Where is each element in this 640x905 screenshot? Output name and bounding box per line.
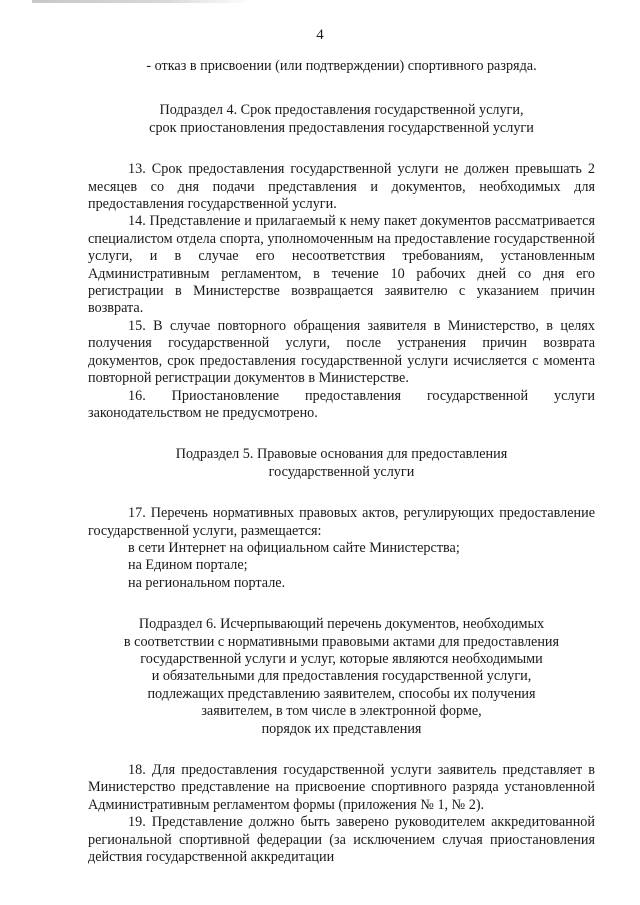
paragraph-19: 19. Представление должно быть заверено руководителем аккредитованной региональной спортивной федерации (за исключением случая приостановления действия государственной аккредитации	[88, 814, 595, 866]
subsection-4-title-line: срок приостановления предоставления государственной услуги	[149, 119, 534, 136]
list-item: на Едином портале;	[128, 557, 248, 574]
subsection-5-title	[88, 446, 595, 481]
paragraph-13: 13. Срок предоставления государственной услуги не должен превышать 2 месяцев со дня подачи представления и документов, необходимых для предоставления государственной услуги.	[88, 161, 595, 213]
subsection-5-title-line: Подраздел 5. Правовые основания для предоставления	[175, 446, 508, 463]
paragraph-16: 16. Приостановление предоставления государственной услуги законодательством не предусмотрено.	[88, 387, 595, 421]
subsection-4-title-line: Подраздел 4. Срок предоставления государственной услуги,	[159, 102, 524, 119]
page-number: 4	[316, 27, 324, 43]
list-item: в сети Интернет на официальном сайте Министерства;	[128, 539, 460, 556]
subsection-6-title-line: государственной услуги и услуг, которые являются необходимыми	[140, 650, 543, 667]
subsection-6-title-line: в соответствии с нормативными правовыми актами для предоставления	[123, 633, 560, 650]
scan-artifact-bar	[32, 0, 252, 3]
paragraph-14: 14. Представление и прилагаемый к нему пакет документов рассматривается специалистом отдела спорта, уполномоченным на предоставление государственной услуги, и в случае его несоответствия требованиям, установленным Административным регламентом, в течение 10 рабочих дней со дня его регистрации в Министерстве возвращается заявителю с указанием причин возврата.	[88, 213, 595, 317]
subsection-6-title-line: Подраздел 6. Исчерпывающий перечень документов, необходимых	[138, 616, 545, 633]
subsection-5-title-line: государственной услуги	[268, 463, 415, 480]
subsection-4-title	[88, 102, 595, 137]
subsection-6-title	[88, 616, 595, 738]
subsection-6-title-line: заявителем, в том числе в электронной форме,	[201, 703, 482, 720]
subsection-6-title-line: порядок их представления	[261, 720, 422, 737]
paragraph-15: 15. В случае повторного обращения заявителя в Министерство, в целях получения государственной услуги, после устранения причин возврата документов, срок предоставления государственной услуги исчисляется с момента повторной регистрации документов в Министерстве.	[88, 317, 595, 387]
paragraph-18: 18. Для предоставления государственной услуги заявитель представляет в Министерство представление на присвоение спортивного разряда установленной Административным регламентом формы (приложения № 1, № 2).	[88, 762, 595, 813]
document-content	[88, 58, 595, 866]
subsection-6-title-line: и обязательными для предоставления государственной услуги,	[151, 668, 532, 685]
subsection-6-title-line: подлежащих представлению заявителем, способы их получения	[147, 685, 536, 702]
top-line: - отказ в присвоении (или подтверждении) спортивного разряда.	[146, 58, 537, 74]
list-item: на региональном портале.	[128, 574, 286, 591]
paragraph-17: 17. Перечень нормативных правовых актов, регулирующих предоставление государственной услуги, размещается:	[88, 505, 595, 539]
